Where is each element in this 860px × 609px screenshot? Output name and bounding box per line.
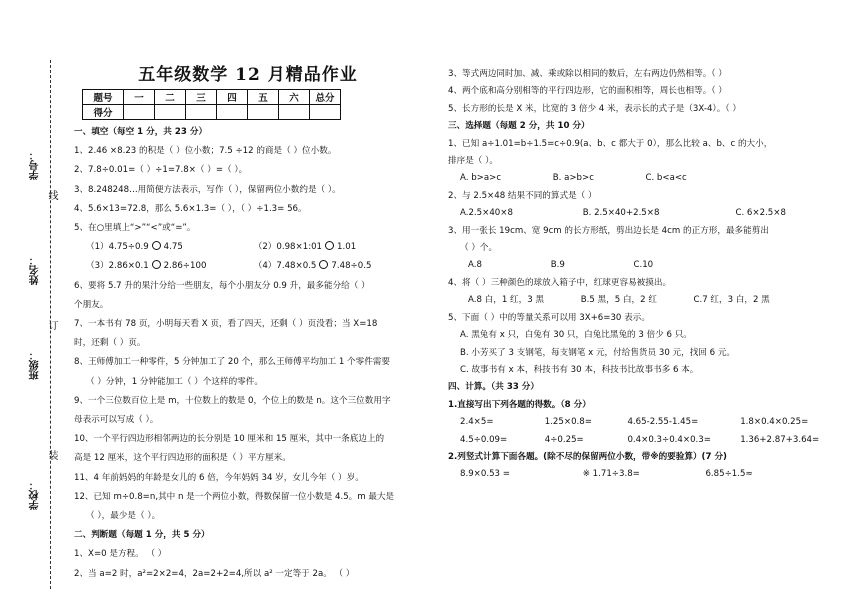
choice-question: 5、下面（ ）中的等量关系可以用 3X+6=30 表示。 xyxy=(448,312,650,323)
score-cell: 四 xyxy=(217,90,248,105)
page-title: 五年级数学 12 月精品作业 xyxy=(138,65,358,85)
question: 7、一本书有 78 页，小明每天看 X 页，看了四天，还剩（ ）页没看；当 X=18 xyxy=(74,319,378,330)
question-cont: （ ），最少是（ ）。 xyxy=(86,511,161,522)
class-label: 班级： xyxy=(30,350,41,380)
question: 12、已知 m÷0.8=n,其中 n 是一个两位小数，得数保留一位小数是 4.5。m 最大是 xyxy=(74,491,395,502)
option-a[interactable]: A. 黑兔有 x 只，白兔有 30 只，白兔比黑兔的 3 倍少 6 只。 xyxy=(460,330,692,341)
score-cell: 三 xyxy=(186,90,217,105)
compare-right: 7.48÷0.5 xyxy=(331,261,372,272)
calc-item: 1.8×0.4×0.25= xyxy=(740,417,809,428)
option-a[interactable]: A.2.5×40×8 xyxy=(460,208,513,219)
question: 10、一个平行四边形相邻两边的长分别是 10 厘米和 15 厘米，其中一条底边上的 xyxy=(74,434,385,445)
score-blank[interactable] xyxy=(155,105,186,120)
score-blank[interactable] xyxy=(186,105,217,120)
option-c[interactable]: C.7 红，3 白，2 黑 xyxy=(693,295,770,306)
option-a[interactable]: A.8 xyxy=(468,260,482,271)
binding-margin xyxy=(0,0,62,609)
choice-question: 1、已知 a÷1.01=b÷1.5=c÷0.9(a、b、c 都大于 0），那么比较 a、b、c 的大小， xyxy=(448,138,773,149)
seal-char-3: 线 xyxy=(46,190,57,200)
calc-item: 4÷0.25= xyxy=(544,434,584,445)
question: 6、要将 5.7 升的果汁分给一些朋友，每个小朋友分 0.9 升，最多能分给（ ） xyxy=(74,280,370,291)
compare-right: 2.86÷100 xyxy=(163,261,207,272)
calc-item: 4.65-2.55-1.45= xyxy=(627,417,699,428)
question-cont: （ ）个。 xyxy=(460,243,498,254)
name-label: 姓名： xyxy=(30,255,41,285)
section-heading: 四、计算。（共 33 分） xyxy=(448,382,539,393)
compare-circle-icon[interactable] xyxy=(319,260,328,269)
score-table xyxy=(82,89,341,120)
compare-right: 4.75 xyxy=(163,242,183,253)
calc-item: 1.25×0.8= xyxy=(544,417,592,428)
score-cell: 总分 xyxy=(310,90,341,105)
choice-question: 4、将（ ）三种颜色的球放入箱子中，红球更容易被摸出。 xyxy=(448,277,672,288)
seal-char-2: 订 xyxy=(46,320,57,330)
question: 5、在○里填上“>”“<”或“=”。 xyxy=(74,223,196,234)
judge-question: 3、等式两边同时加、减、乘或除以相同的数后，左右两边仍然相等。（ ） xyxy=(448,69,727,79)
compare-right: 1.01 xyxy=(337,242,357,253)
question: 4、5.6×13=72.8，那么 5.6×1.3=（ ），（ ）÷1.3= 56。 xyxy=(74,203,307,214)
left-column xyxy=(74,60,422,600)
question-cont: 母表示可以写成（ ）。 xyxy=(74,415,159,426)
question-cont: 高是 12 厘米，这个平行四边形的面积是（ ）平方厘米。 xyxy=(74,453,291,464)
score-input-row xyxy=(83,105,341,120)
calc-item: 2.4×5= xyxy=(460,417,494,428)
question: 9、一个三位数百位上是 m，十位数上的数是 0，个位上的数是 n。这个三位数用字 xyxy=(74,395,391,406)
question: 2、7.8÷0.01=（ ）÷1=7.8×（ ）=（ ）。 xyxy=(74,165,248,176)
calc-row xyxy=(448,432,848,449)
choice-options xyxy=(448,205,848,222)
compare-left: （1）4.75÷0.9 xyxy=(86,242,149,253)
compare-left: （3）2.86×0.1 xyxy=(86,261,149,272)
section-heading: 二、判断题（每题 1 分，共 5 分） xyxy=(74,530,210,541)
seat-label: 学号： xyxy=(30,150,41,180)
score-blank[interactable] xyxy=(310,105,341,120)
score-blank[interactable] xyxy=(217,105,248,120)
judge-question: 2、当 a=2 时，a²=2×2=4，2a=2+2=4,所以 a² 一定等于 2a。 （ ） xyxy=(74,568,355,579)
right-column xyxy=(448,66,848,480)
question: 11、4 年前妈妈的年龄是女儿的 6 倍，今年妈妈 34 岁，女儿今年（ ）岁。 xyxy=(74,472,364,483)
calc-item: ※ 1.71÷3.8= xyxy=(582,469,640,480)
option-b[interactable]: B. 2.5×40+2.5×8 xyxy=(582,208,660,219)
judge-question: 4、两个底和高分别相等的平行四边形，它的面积相等，周长也相等。（ ） xyxy=(448,86,727,97)
question-cont: 排序是（ ）。 xyxy=(448,156,498,167)
calc-item: 8.9×0.53 = xyxy=(460,469,510,480)
score-blank[interactable] xyxy=(279,105,310,120)
subsection-heading: 1.直接写出下列各题的得数。（8 分） xyxy=(448,399,591,410)
choice-question: 2、与 2.5×48 结果不同的算式是（ ） xyxy=(448,190,597,201)
calc-item: 0.4×0.3÷0.4×0.3= xyxy=(627,434,711,445)
option-b[interactable]: B. a>b>c xyxy=(552,173,594,184)
calc-row xyxy=(448,466,848,483)
section-heading: 一、填空（每空 1 分，共 23 分） xyxy=(74,127,208,137)
question-cont: （ ）分钟，1 分钟能加工（ ）个这样的零件。 xyxy=(86,376,263,387)
choice-options xyxy=(448,257,848,274)
score-cell: 二 xyxy=(155,90,186,105)
compare-left: （4）7.48×0.5 xyxy=(253,261,317,272)
option-b[interactable]: B.9 xyxy=(550,260,565,271)
score-blank[interactable] xyxy=(248,105,279,120)
option-b[interactable]: B. 小芳买了 3 支钢笔，每支钢笔 x 元，付给售货员 30 元，找回 6 元。 xyxy=(460,347,736,358)
question: 8、王师傅加工一种零件，5 分钟加工了 20 个，那么王师傅平均加工 1 个零件需要 xyxy=(74,357,390,368)
score-cell: 一 xyxy=(124,90,155,105)
score-header-row xyxy=(83,90,341,105)
option-c[interactable]: C.10 xyxy=(633,260,654,271)
score-cell: 五 xyxy=(248,90,279,105)
compare-circle-icon[interactable] xyxy=(325,241,334,250)
calc-row xyxy=(448,414,848,431)
score-blank[interactable] xyxy=(124,105,155,120)
calc-item: 6.85÷1.5≈ xyxy=(705,469,753,480)
question: 1、2.46 ×8.23 的积是（ ）位小数；7.5 ÷12 的商是（ ）位小数。 xyxy=(74,146,337,157)
subsection-heading: 2.列竖式计算下面各题。(除不尽的保留两位小数，带※的要验算）(7 分) xyxy=(448,451,727,462)
compare-circle-icon[interactable] xyxy=(152,260,161,269)
question-cont: 时，还剩（ ）页。 xyxy=(74,338,146,349)
compare-row xyxy=(74,238,422,257)
compare-row xyxy=(74,257,422,276)
score-row-label: 得分 xyxy=(83,105,124,120)
option-a[interactable]: A.8 白，1 红，3 黑 xyxy=(468,295,545,306)
seal-char-1: 装 xyxy=(46,450,57,460)
choice-question: 3、用一张长 19cm、宽 9cm 的长方形纸，剪出边长是 4cm 的正方形，最多能剪出 xyxy=(448,225,769,236)
question: 3、8.248248…用简便方法表示，写作（ ），保留两位小数约是（ ）。 xyxy=(74,184,341,195)
calc-item: 4.5÷0.09= xyxy=(460,434,508,445)
score-cell: 六 xyxy=(279,90,310,105)
option-c[interactable]: C. 6×2.5×8 xyxy=(735,208,786,219)
school-label: 学校： xyxy=(30,480,41,510)
compare-circle-icon[interactable] xyxy=(152,241,161,250)
option-c[interactable]: C. b<a<c xyxy=(645,173,687,184)
option-c[interactable]: C. 故事书有 x 本，科技书有 30 本，科技书比故事书多 6 本。 xyxy=(460,364,699,375)
choice-options xyxy=(448,292,848,309)
option-a[interactable]: A. b>a>c xyxy=(460,173,502,184)
calc-item: 1.36+2.87+3.64= xyxy=(740,434,820,445)
question-cont: 个朋友。 xyxy=(74,299,109,310)
choice-options xyxy=(448,170,848,187)
option-b[interactable]: B.5 黑，5 白，2 红 xyxy=(580,295,657,306)
score-cell: 题号 xyxy=(83,90,124,105)
section-heading: 三、选择题（每题 2 分，共 10 分） xyxy=(448,121,590,132)
judge-question: 1、X=0 是方程。 （ ） xyxy=(74,549,167,560)
compare-left: （2）0.98×1:01 xyxy=(253,242,323,253)
judge-question: 5、长方形的长是 X 米，比宽的 3 倍少 4 米，表示长的式子是（3X-4）。（ ） xyxy=(448,103,741,114)
